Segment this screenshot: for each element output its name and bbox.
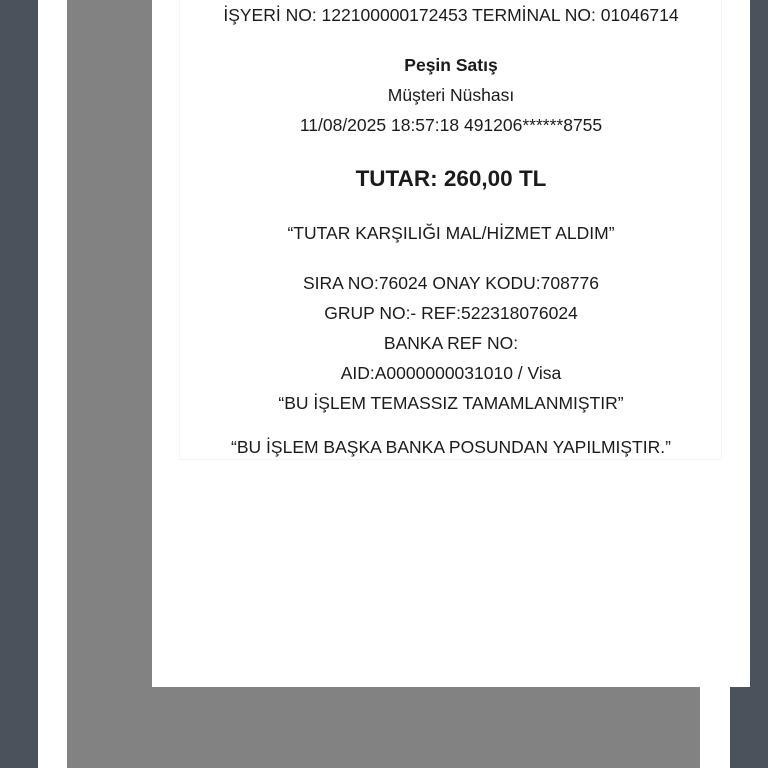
contactless-note-line: “BU İŞLEM TEMASSIZ TAMAMLANMIŞTIR” — [278, 393, 624, 413]
left-edge-bar — [0, 0, 38, 768]
other-bank-note-line: “BU İŞLEM BAŞKA BANKA POSUNDAN YAPILMIŞTIR.” — [231, 437, 671, 457]
copy-type-line: Müşteri Nüshası — [387, 85, 515, 105]
grup-ref-line: GRUP NO:- REF:522318076024 — [324, 303, 578, 323]
spacer — [152, 196, 750, 218]
amount-line: TUTAR: 260,00 TL — [355, 166, 547, 191]
acknowledgement-line: “TUTAR KARŞILIĞI MAL/HİZMET ALDIM” — [287, 223, 615, 243]
receipt-text-block — [152, 0, 750, 462]
spacer — [152, 30, 750, 50]
spacer — [152, 418, 750, 432]
document-page — [152, 0, 750, 687]
datetime-card-line: 11/08/2025 18:57:18 491206******8755 — [299, 115, 603, 135]
sira-onay-line: SIRA NO:76024 ONAY KODU:708776 — [302, 273, 600, 293]
aid-scheme-line: AID:A0000000031010 / Visa — [340, 363, 562, 383]
merchant-terminal-line: İŞYERİ NO: 122100000172453 TERMİNAL NO: 01046714 — [223, 5, 679, 25]
transaction-type-line: Peşin Satış — [404, 55, 498, 75]
banka-ref-line: BANKA REF NO: — [383, 333, 519, 353]
document-canvas — [67, 0, 700, 768]
spacer — [152, 140, 750, 162]
spacer — [152, 248, 750, 268]
